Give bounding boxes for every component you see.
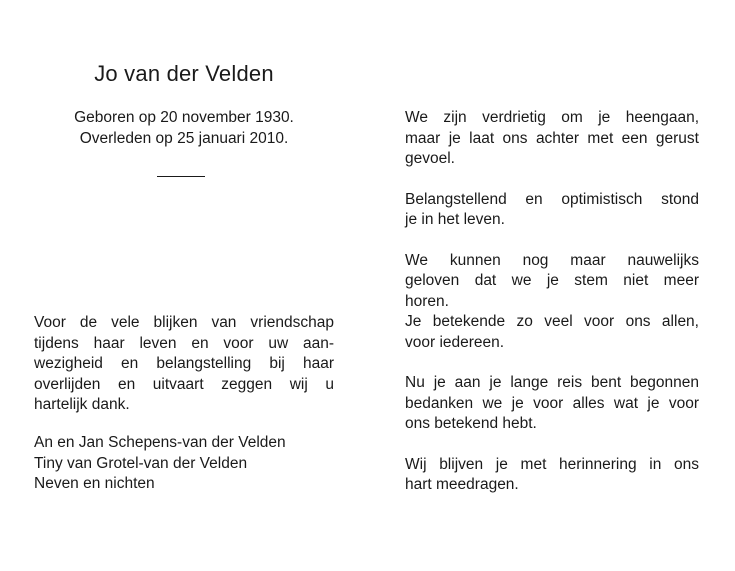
death-date-line: Overleden op 25 januari 2010. [79, 130, 289, 147]
poem-line: Je betekende zo veel voor ons allen, [405, 313, 699, 330]
poem-panel [405, 108, 699, 516]
signer-line: Neven en nichten [34, 475, 155, 492]
poem-line: Nu je aan je lange reis bent begonnen [405, 374, 699, 391]
poem-line: geloven dat we je stem niet meer [405, 272, 699, 289]
poem-line: bedanken we je voor alles wat je voor [405, 394, 699, 412]
poem-stanza [405, 373, 699, 435]
poem-line: Belangstellend en optimistisch stond [405, 190, 699, 208]
poem-line: We kunnen nog maar nauwelijks [405, 251, 699, 269]
thanks-line: wezigheid en belangstelling bij haar [34, 355, 334, 372]
signer-line: Tiny van Grotel-van der Velden [34, 454, 248, 472]
divider-line [157, 176, 205, 177]
poem-stanza [405, 108, 699, 170]
poem-line: horen. [405, 292, 449, 310]
dates-block [34, 107, 334, 149]
thanks-paragraph [34, 313, 334, 416]
poem-line: We zijn verdrietig om je heengaan, [405, 109, 699, 126]
poem-stanza [405, 190, 699, 231]
poem-line: voor iedereen. [405, 333, 505, 351]
thanks-line: Voor de vele blijken van vriendschap [34, 314, 334, 331]
poem-stanza [405, 455, 699, 496]
birth-date-line: Geboren op 20 november 1930. [74, 109, 294, 126]
poem-stanza [405, 251, 699, 354]
thanks-line: overlijden en uitvaart zeggen wij u [34, 375, 334, 393]
signers-list [34, 433, 334, 495]
poem-line: gevoel. [405, 150, 455, 167]
poem-line: ons betekend hebt. [405, 415, 537, 432]
poem-line: Wij blijven je met herinnering in ons [405, 455, 699, 473]
poem-line: hart meedragen. [405, 476, 519, 493]
thanks-line: tijdens haar leven en voor uw aan- [34, 334, 334, 352]
poem-line: je in het leven. [405, 211, 505, 228]
thanks-line: hartelijk dank. [34, 396, 130, 413]
poem-line: maar je laat ons achter met een gerust [405, 129, 699, 147]
deceased-name: Jo van der Velden [94, 61, 274, 86]
signer-line: An en Jan Schepens-van der Velden [34, 434, 286, 451]
